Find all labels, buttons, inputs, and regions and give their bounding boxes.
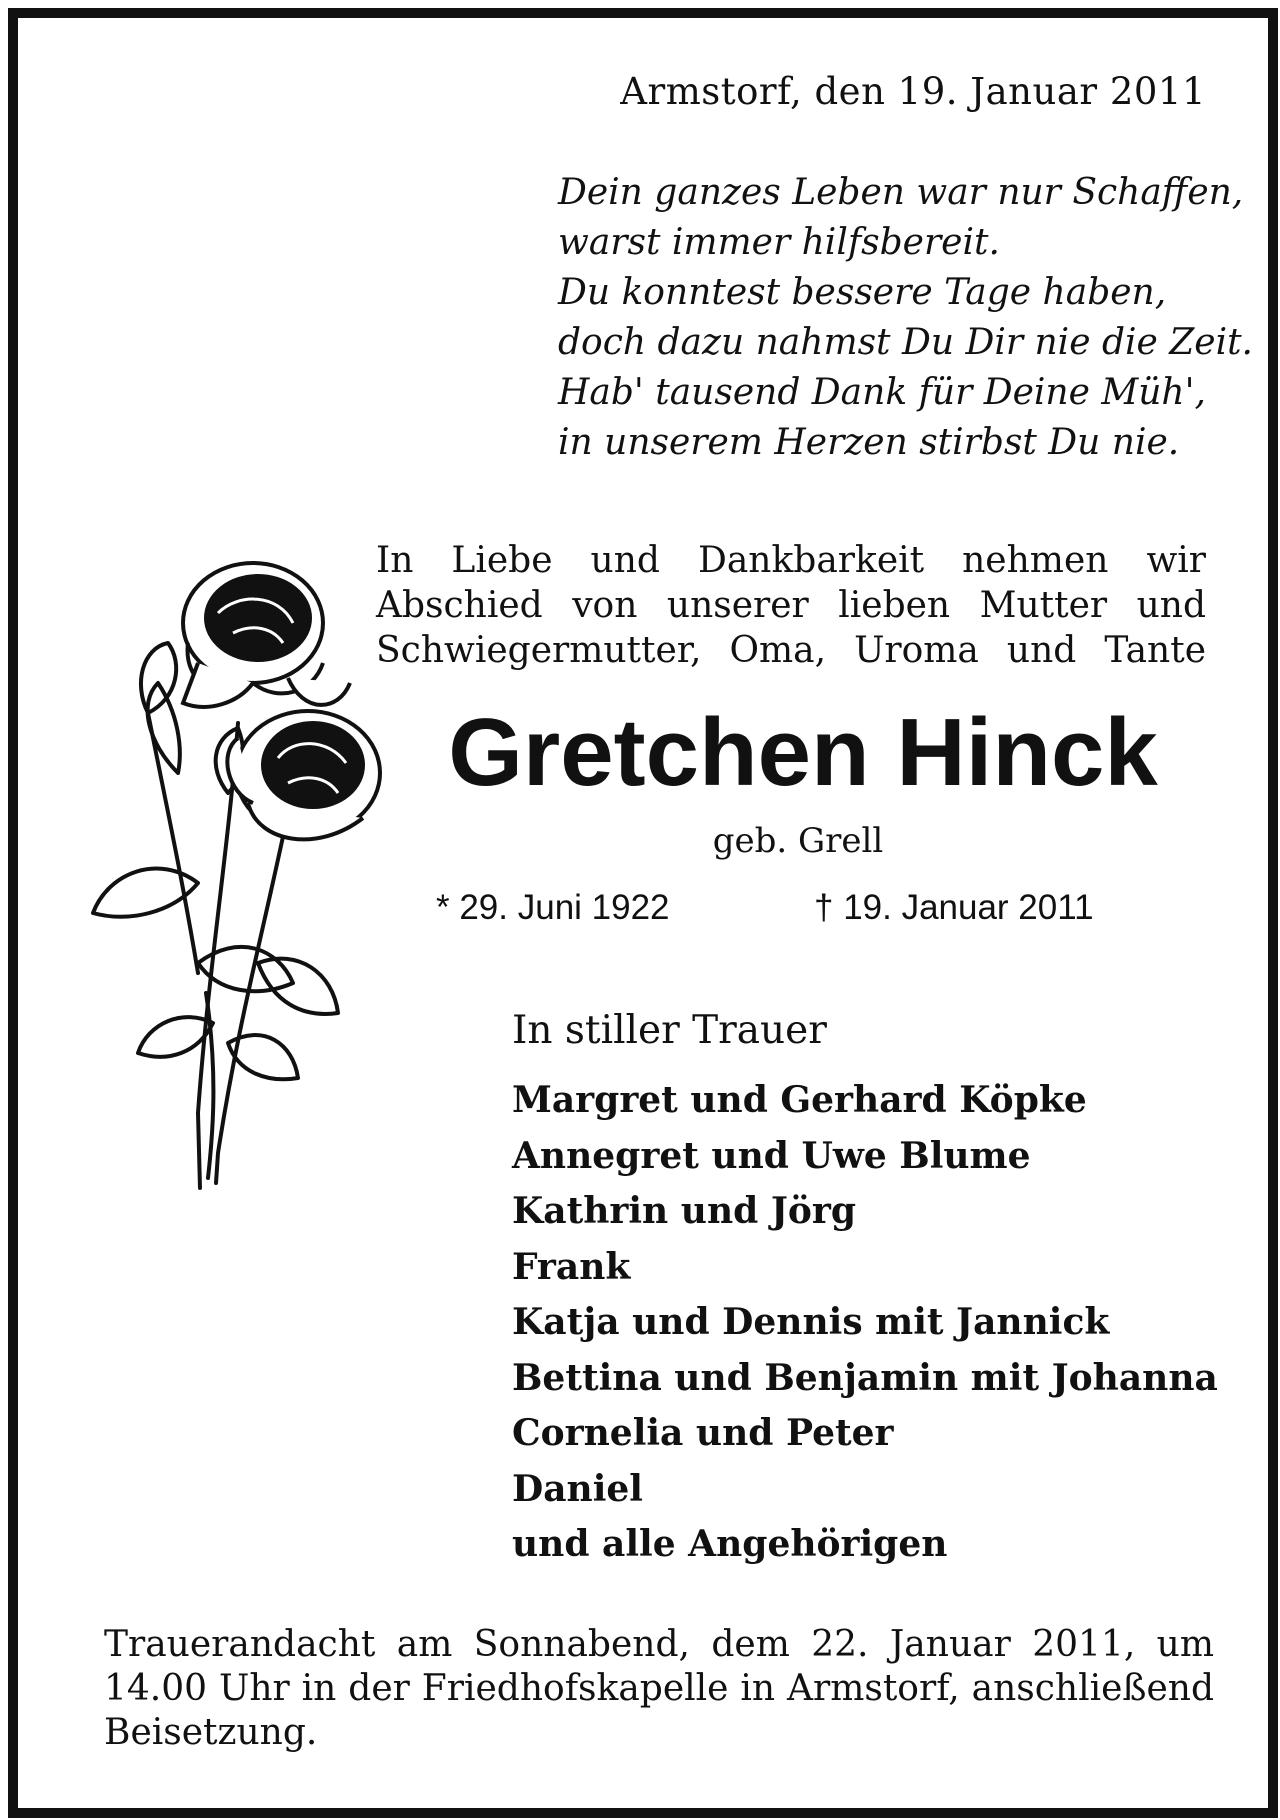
mourners-list (512, 1073, 1218, 1573)
mourner-name: Annegret und Uwe Blume (512, 1134, 1031, 1177)
deceased-name: Gretchen Hinck (448, 699, 1158, 806)
birth-date: * 29. Juni 1922 (436, 888, 670, 927)
intro-text (376, 538, 1206, 673)
poem (558, 168, 1253, 468)
mourning-heading: In stiller Trauer (512, 1008, 827, 1053)
poem-line: doch dazu nahmst Du Dir nie die Zeit. (558, 322, 1253, 363)
mourner-name: Frank (512, 1245, 631, 1288)
mourner-name: und alle Angehörigen (512, 1523, 948, 1565)
birth-name: geb. Grell (712, 821, 884, 861)
mourner-name: Kathrin und Jörg (512, 1190, 857, 1232)
mourner-name: Bettina und Benjamin mit Johanna (512, 1356, 1218, 1399)
mourner-name: Cornelia und Peter (512, 1412, 894, 1454)
death-date: † 19. Januar 2011 (814, 888, 1094, 927)
mourner-name: Daniel (512, 1467, 643, 1510)
intro-line: In Liebe und Dankbarkeit nehmen wir (376, 540, 1206, 581)
date-line: Armstorf, den 19. Januar 2011 (620, 70, 1206, 113)
rose-icon (88, 553, 388, 1193)
service-notice: Trauerandacht am Sonnabend, dem 22. Januar 2011, um 14.00 Uhr in der Friedhofskapelle in Armstorf, anschließend Beisetzung. (104, 1624, 1214, 1753)
poem-line: Hab' tausend Dank für Deine Müh', (558, 372, 1206, 413)
poem-line: Dein ganzes Leben war nur Schaffen, (558, 172, 1244, 213)
intro-line: Schwiegermutter, Oma, Uroma und Tante (376, 630, 1206, 671)
poem-line: warst immer hilfsbereit. (558, 222, 1000, 263)
mourner-name: Margret und Gerhard Köpke (512, 1079, 1087, 1121)
poem-line: in unserem Herzen stirbst Du nie. (558, 422, 1180, 463)
mourner-name: Katja und Dennis mit Jannick (512, 1301, 1110, 1343)
obituary-frame (8, 8, 1278, 1818)
poem-line: Du konntest bessere Tage haben, (558, 272, 1167, 313)
intro-line: Abschied von unserer lieben Mutter und (376, 585, 1206, 626)
